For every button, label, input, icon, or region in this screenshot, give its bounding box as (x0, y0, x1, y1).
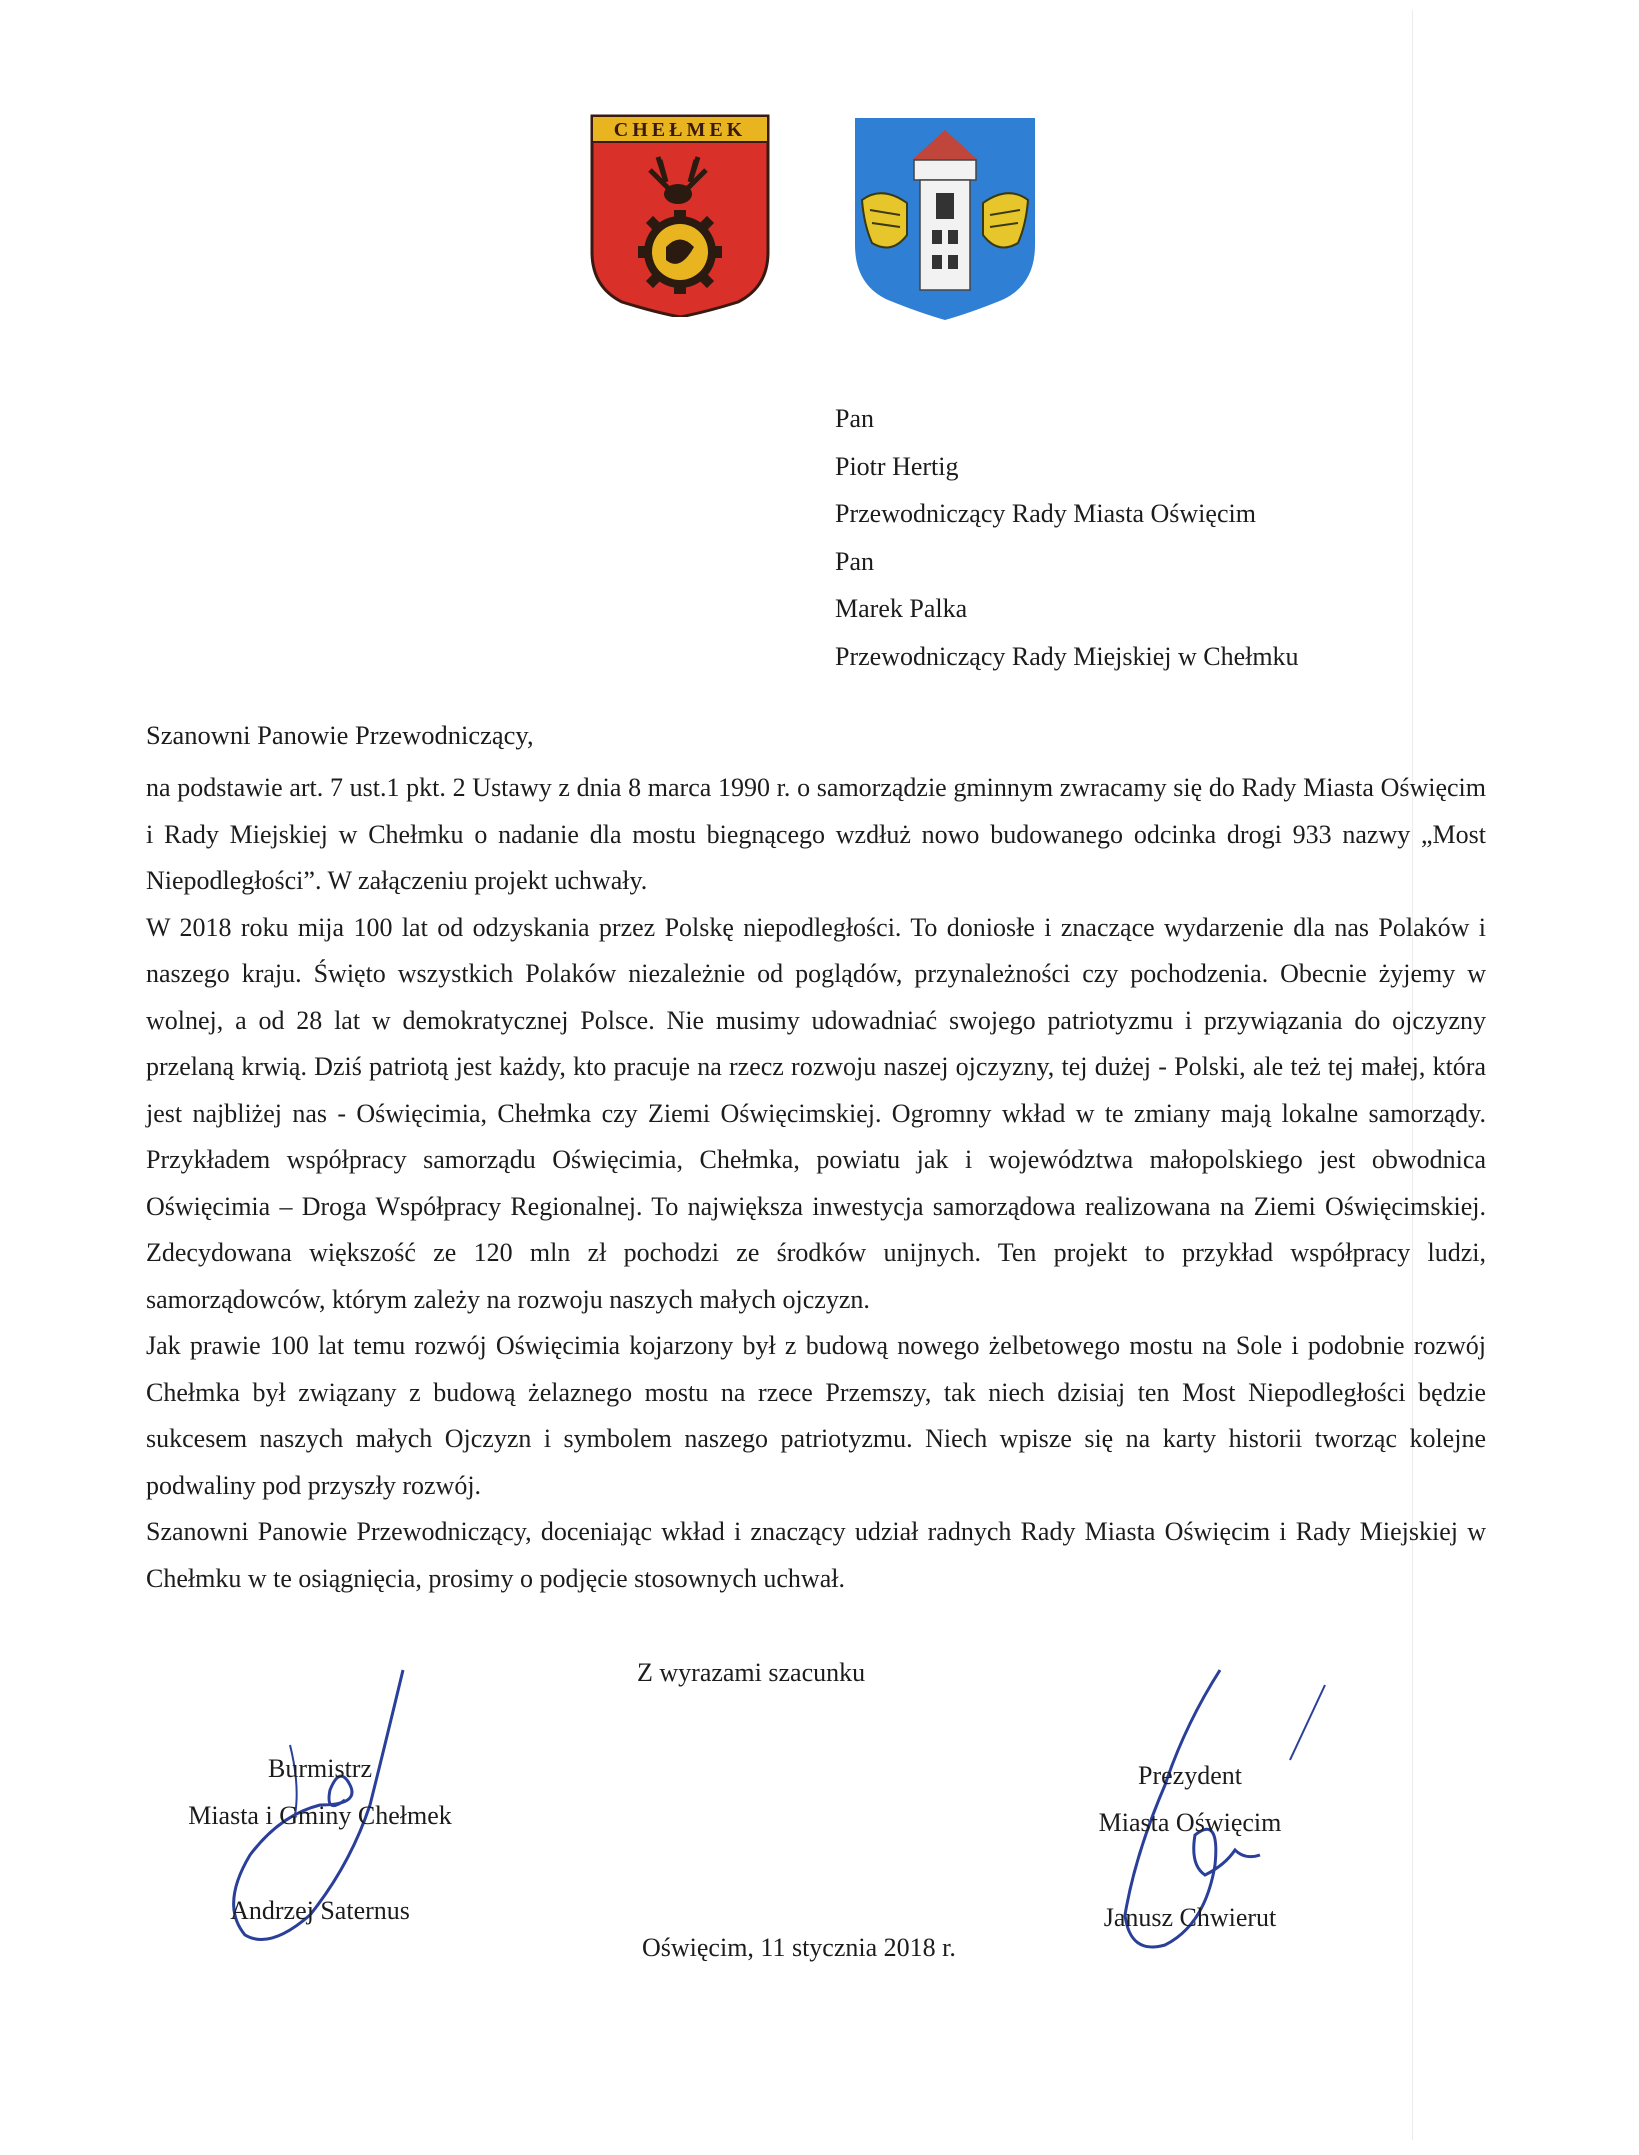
body-paragraph: Jak prawie 100 lat temu rozwój Oświęcimia kojarzony był z budową nowego żelbetowego mostu na Sole i podobnie rozwój Chełmka był związany z budową żelaznego mostu na rzece Przemszy, tak niech dzisiaj ten Most Niepodległości będzie sukcesem naszych małych Ojczyzn i symbolem naszego patriotyzmu. Niech wpisze się na karty historii tworząc kolejne podwaliny pod przyszły rozwój. (146, 1331, 1486, 1500)
signatory-left (150, 1745, 490, 1934)
closing-line: Z wyrazami szacunku (637, 1658, 866, 1687)
body-paragraph: W 2018 roku mija 100 lat od odzyskania przez Polskę niepodległości. To doniosłe i znaczące wydarzenie dla nas Polaków i naszego kraju. Święto wszystkich Polaków niezależnie od poglądów, przynależności czy pochodzenia. Obecnie żyjemy w wolnej, a od 28 lat w demokratycznej Polsce. Nie musimy udowadniać swojego patriotyzmu i przywiązania do ojczyzny przelaną krwią. Dziś patriotą jest każdy, kto pracuje na rzecz rozwoju naszej ojczyzny, tej dużej - Polski, ale też tej małej, która jest najbliżej nas - Oświęcimia, Chełmka czy Ziemi Oświęcimskiej. Ogromny wkład w te zmiany mają lokalne samorządy. Przykładem współpracy samorządu Oświęcimia, Chełmka, powiatu jak i województwa małopolskiego jest obwodnica Oświęcimia – Droga Współpracy Regionalnej. To największa inwestycja samorządowa realizowana na Ziemi Oświęcimskiej. Zdecydowana większość ze 120 mln zł pochodzi ze środków unijnych. Ten projekt to przykład współpracy ludzi, samorządowców, którym zależy na rozwoju naszych małych ojczyzn. (146, 912, 1486, 1314)
recipient-line: Przewodniczący Rady Miejskiej w Chełmku (835, 641, 1299, 671)
body-paragraph: na podstawie art. 7 ust.1 pkt. 2 Ustawy z dnia 8 marca 1990 r. o samorządzie gminnym zwracamy się do Rady Miasta Oświęcim i Rady Miejskiej w Chełmku o nadanie dla mostu biegnącego wzdłuż nowo budowanego odcinka drogi 933 nazwy „Most Niepodległości”. W załączeniu projekt uchwały. (146, 773, 1486, 895)
salutation: Szanowni Panowie Przewodniczący, (146, 720, 534, 750)
signatory-name: Andrzej Saternus (230, 1896, 410, 1925)
signatory-title: Prezydent (1138, 1761, 1242, 1790)
place-and-date: Oświęcim, 11 stycznia 2018 r. (642, 1933, 956, 1962)
signatory-name: Janusz Chwierut (1103, 1903, 1277, 1932)
chelmek-banner-text: CHEŁMEK (613, 119, 747, 141)
body-paragraph: Szanowni Panowie Przewodniczący, doceniając wkład i znaczący udział radnych Rady Miasta Oświęcim i Rady Miejskiej w Chełmku w te osiągnięcia, prosimy o podjęcie stosownych uchwał. (146, 1517, 1486, 1593)
recipient-line: Przewodniczący Rady Miasta Oświęcim (835, 499, 1256, 528)
letter-body (146, 765, 1486, 1602)
recipient-block (835, 395, 1299, 680)
signatory-office: Miasta Oświęcim (1098, 1808, 1282, 1837)
signatory-title: Burmistrz (268, 1754, 372, 1783)
recipient-line: Marek Palka (835, 594, 968, 623)
chelmek-coat-of-arms (588, 112, 772, 317)
recipient-line: Piotr Hertig (835, 451, 959, 481)
oswiecim-coat-of-arms (852, 115, 1038, 320)
recipient-line: Pan (835, 546, 874, 576)
signatory-right (1060, 1752, 1320, 1941)
signatory-office: Miasta i Gminy Chełmek (188, 1801, 452, 1830)
recipient-line: Pan (835, 404, 874, 433)
